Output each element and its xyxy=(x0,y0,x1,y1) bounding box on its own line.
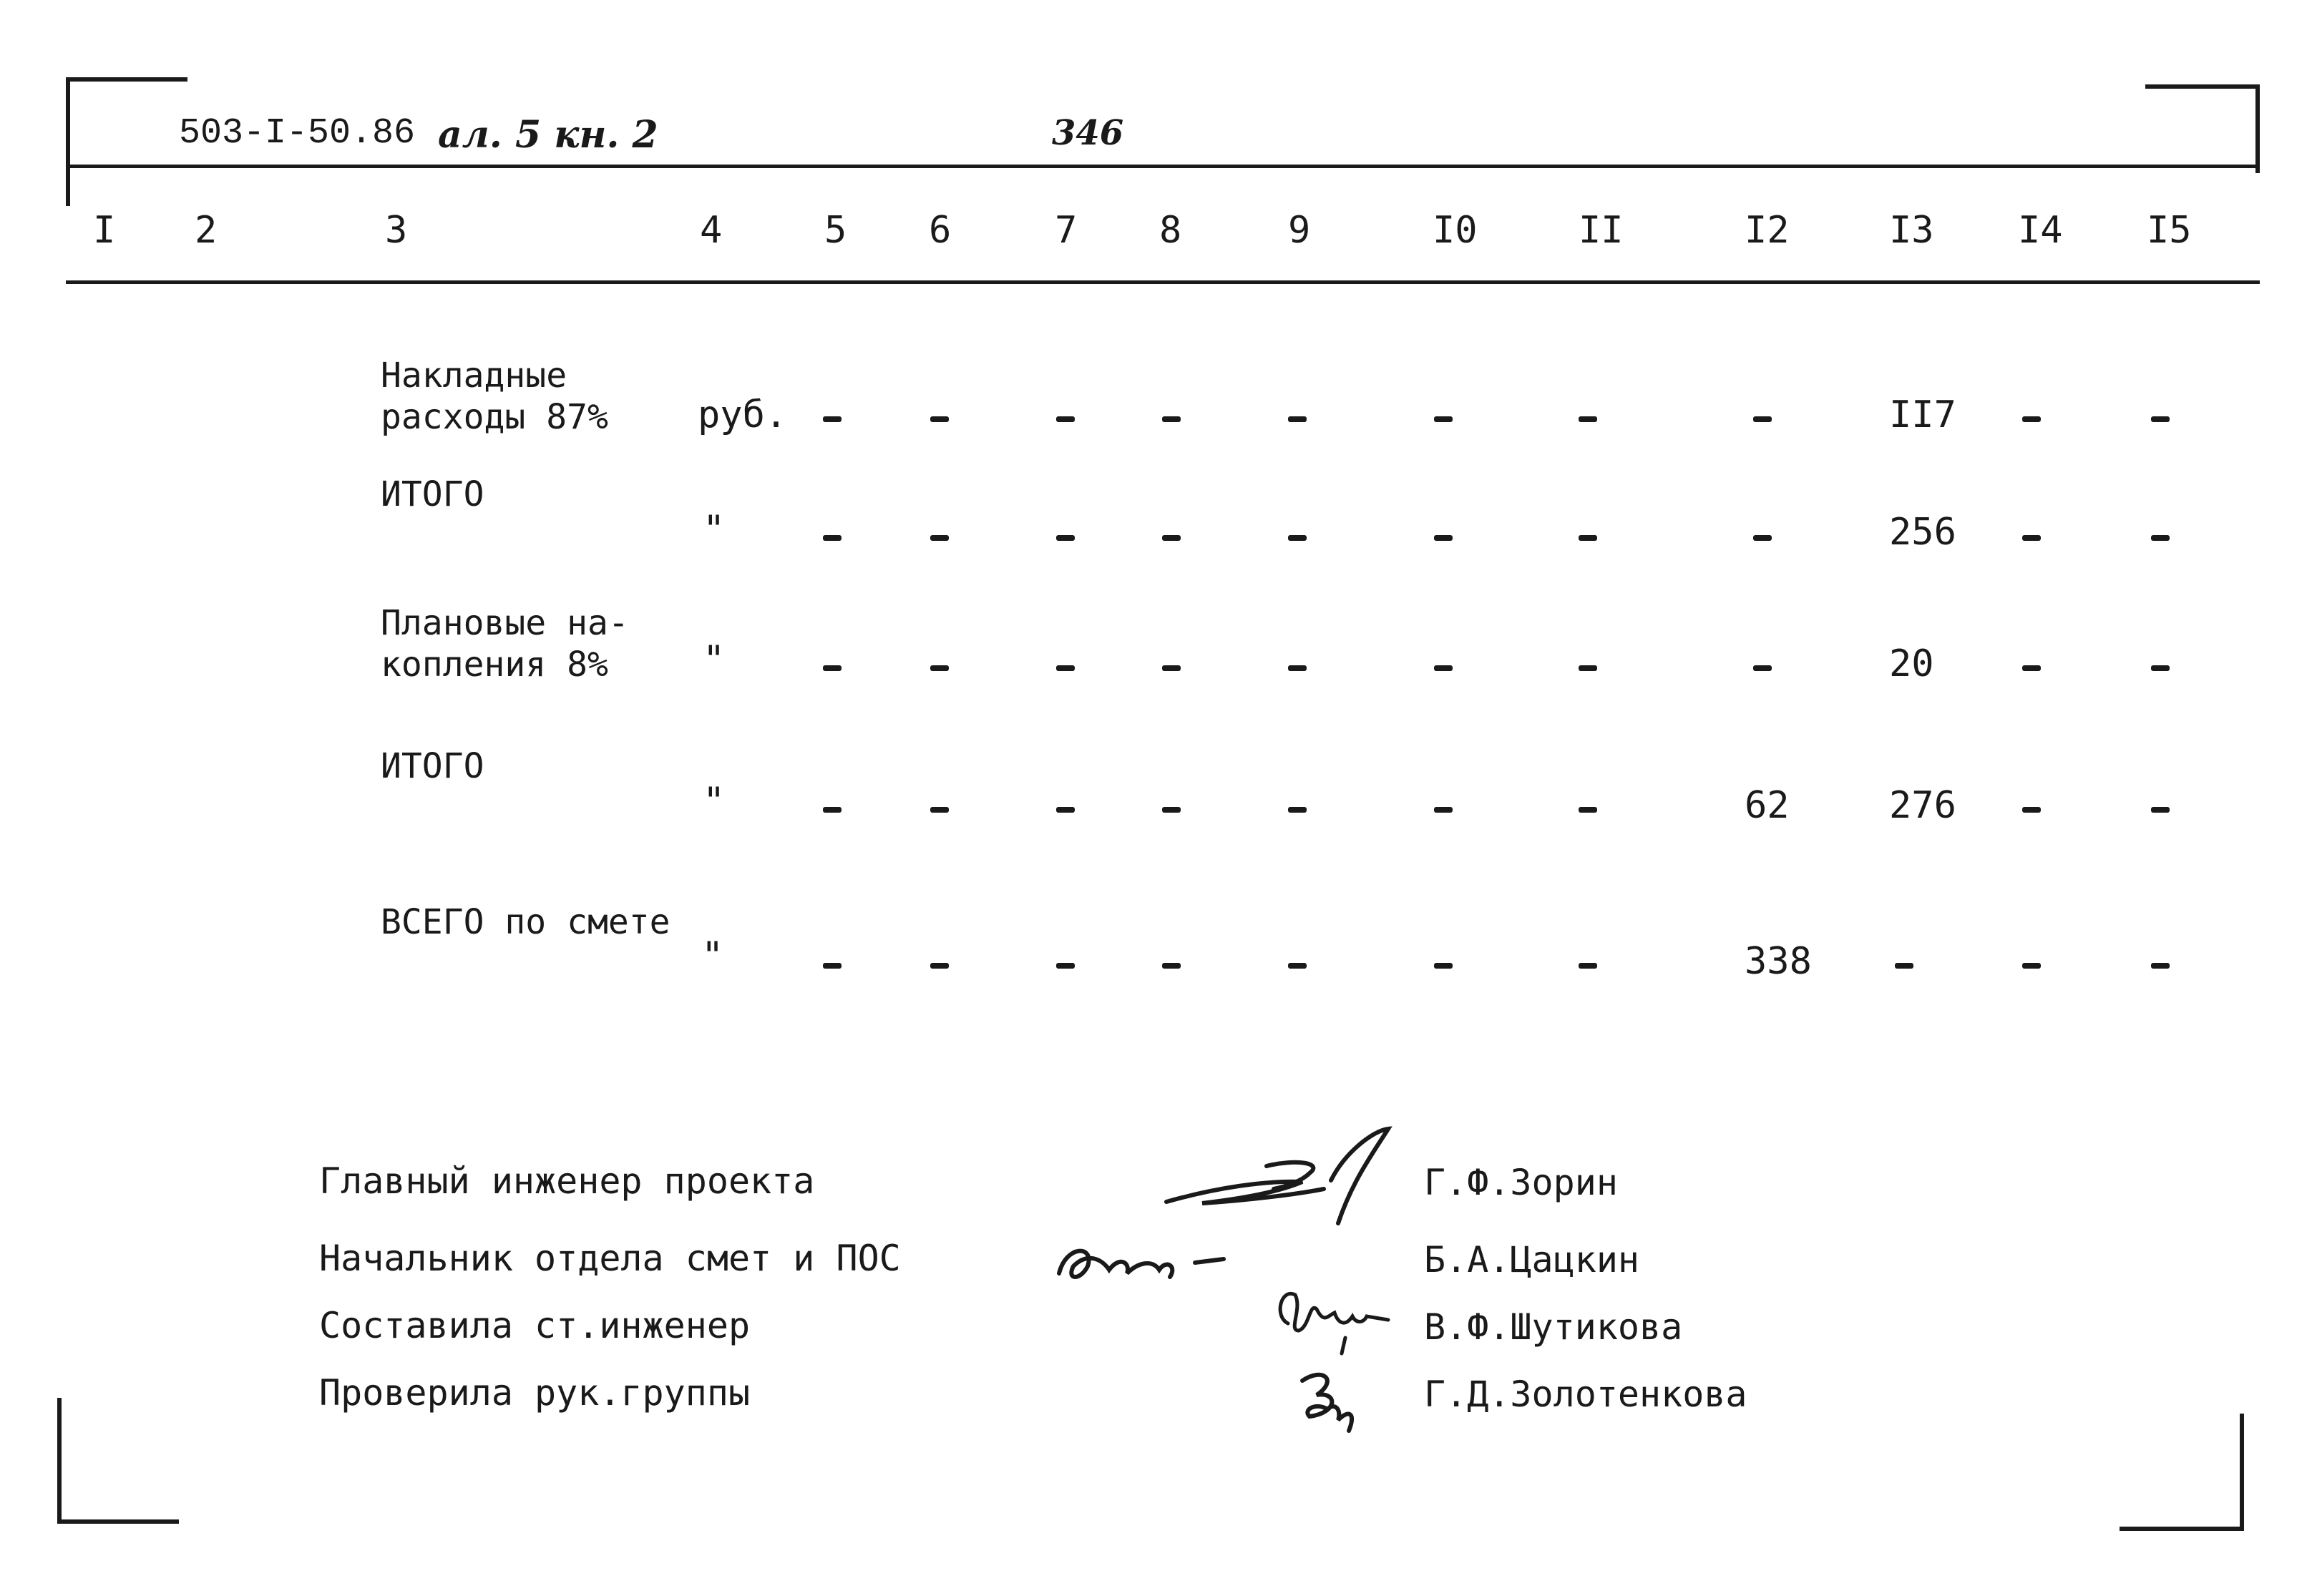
column-number: I4 xyxy=(2018,209,2063,252)
empty-cell-dash xyxy=(1434,665,1453,671)
empty-cell-dash xyxy=(1579,807,1597,813)
empty-cell-dash xyxy=(1579,665,1597,671)
empty-cell-dash xyxy=(1288,807,1307,813)
signature-tsatskin-icon xyxy=(1052,1230,1238,1295)
row-unit: " xyxy=(703,508,726,551)
row-label-line: ИТОГО xyxy=(381,746,484,786)
empty-cell-dash xyxy=(1895,963,1913,969)
frame-top-right-v xyxy=(2255,84,2260,173)
signature-name: Б.А.Цацкин xyxy=(1424,1239,1640,1281)
row-label-line: расходы 87% xyxy=(381,397,608,437)
empty-cell-dash xyxy=(1288,416,1307,422)
signature-zorin-icon xyxy=(1159,1123,1403,1238)
row-label-line: ИТОГО xyxy=(381,474,484,514)
empty-cell-dash xyxy=(2022,807,2041,813)
row-value-c12: 62 xyxy=(1745,784,1790,827)
empty-cell-dash xyxy=(1288,963,1307,969)
empty-cell-dash xyxy=(2022,963,2041,969)
empty-cell-dash xyxy=(930,535,949,541)
empty-cell-dash xyxy=(823,807,842,813)
empty-cell-dash xyxy=(1162,535,1181,541)
frame-bottom-right-h xyxy=(2120,1527,2244,1531)
empty-cell-dash xyxy=(1753,665,1772,671)
signature-title: Главный инженер проекта xyxy=(319,1160,815,1202)
row-value-c13: 256 xyxy=(1889,511,1956,554)
empty-cell-dash xyxy=(1056,416,1075,422)
column-number: 6 xyxy=(929,209,952,252)
empty-cell-dash xyxy=(1162,416,1181,422)
column-number: I0 xyxy=(1433,209,1478,252)
empty-cell-dash xyxy=(2151,665,2170,671)
signature-name: Г.Ф.Зорин xyxy=(1424,1162,1618,1203)
empty-cell-dash xyxy=(1162,963,1181,969)
frame-top-left-h xyxy=(66,77,187,82)
column-number: II xyxy=(1579,209,1624,252)
empty-cell-dash xyxy=(1056,807,1075,813)
frame-top-right-h xyxy=(2145,84,2260,89)
column-number: I3 xyxy=(1889,209,1934,252)
empty-cell-dash xyxy=(1162,807,1181,813)
column-number: 8 xyxy=(1159,209,1182,252)
row-label-line: Накладные xyxy=(381,356,567,396)
empty-cell-dash xyxy=(2151,807,2170,813)
empty-cell-dash xyxy=(1579,535,1597,541)
empty-cell-dash xyxy=(1288,535,1307,541)
empty-cell-dash xyxy=(823,665,842,671)
column-number: 2 xyxy=(195,209,218,252)
empty-cell-dash xyxy=(1753,535,1772,541)
page-number: 346 xyxy=(1052,113,1124,153)
empty-cell-dash xyxy=(1056,963,1075,969)
row-value-c13: II7 xyxy=(1889,393,1956,436)
frame-top-left-v xyxy=(66,77,70,206)
row-label xyxy=(381,745,484,787)
signature-name: В.Ф.Шутикова xyxy=(1424,1306,1683,1348)
empty-cell-dash xyxy=(1434,963,1453,969)
column-number: 9 xyxy=(1288,209,1311,252)
signature-zolotenkova-icon xyxy=(1288,1359,1388,1438)
row-label xyxy=(381,474,484,515)
empty-cell-dash xyxy=(1579,963,1597,969)
column-header-rule xyxy=(66,280,2260,284)
empty-cell-dash xyxy=(2151,535,2170,541)
empty-cell-dash xyxy=(2151,963,2170,969)
empty-cell-dash xyxy=(1434,807,1453,813)
empty-cell-dash xyxy=(823,535,842,541)
row-label-line: Плановые на- xyxy=(381,603,629,643)
empty-cell-dash xyxy=(930,416,949,422)
empty-cell-dash xyxy=(930,665,949,671)
empty-cell-dash xyxy=(2022,416,2041,422)
signature-title: Составила ст.инженер xyxy=(319,1305,751,1346)
signature-shutikova-icon xyxy=(1267,1273,1410,1359)
empty-cell-dash xyxy=(2151,416,2170,422)
row-label-line: копления 8% xyxy=(381,645,608,685)
column-number: I5 xyxy=(2147,209,2192,252)
empty-cell-dash xyxy=(823,416,842,422)
empty-cell-dash xyxy=(2022,665,2041,671)
empty-cell-dash xyxy=(1056,535,1075,541)
column-number: I xyxy=(93,209,116,252)
empty-cell-dash xyxy=(1162,665,1181,671)
column-number: 7 xyxy=(1055,209,1078,252)
row-label xyxy=(381,901,670,943)
row-unit: " xyxy=(703,638,726,681)
row-value-c12: 338 xyxy=(1745,940,1812,983)
empty-cell-dash xyxy=(1579,416,1597,422)
column-number: 4 xyxy=(700,209,723,252)
column-number: 3 xyxy=(385,209,408,252)
empty-cell-dash xyxy=(1288,665,1307,671)
empty-cell-dash xyxy=(1753,416,1772,422)
empty-cell-dash xyxy=(930,963,949,969)
empty-cell-dash xyxy=(823,963,842,969)
row-value-c13: 20 xyxy=(1889,642,1934,685)
document-suffix: ал. 5 кн. 2 xyxy=(438,113,658,157)
empty-cell-dash xyxy=(930,807,949,813)
frame-bottom-right-v xyxy=(2240,1414,2244,1531)
row-unit: руб. xyxy=(698,393,788,436)
signature-name: Г.Д.Золотенкова xyxy=(1424,1374,1747,1415)
column-number: 5 xyxy=(824,209,847,252)
signature-title: Проверила рук.группы xyxy=(319,1372,751,1414)
empty-cell-dash xyxy=(1056,665,1075,671)
row-label-line: ВСЕГО по смете xyxy=(381,902,670,942)
row-unit: " xyxy=(703,780,726,823)
row-label xyxy=(381,602,629,685)
row-unit: " xyxy=(701,934,724,977)
empty-cell-dash xyxy=(2022,535,2041,541)
frame-bottom-left-v xyxy=(57,1398,62,1524)
signature-title: Начальник отдела смет и ПОС xyxy=(319,1238,901,1279)
row-label xyxy=(381,355,608,438)
header-rule xyxy=(66,165,2260,168)
empty-cell-dash xyxy=(1434,535,1453,541)
empty-cell-dash xyxy=(1434,416,1453,422)
frame-bottom-left-h xyxy=(57,1519,179,1524)
row-value-c13: 276 xyxy=(1889,784,1956,827)
document-code: 503-I-50.86 xyxy=(179,113,416,154)
column-number: I2 xyxy=(1745,209,1790,252)
